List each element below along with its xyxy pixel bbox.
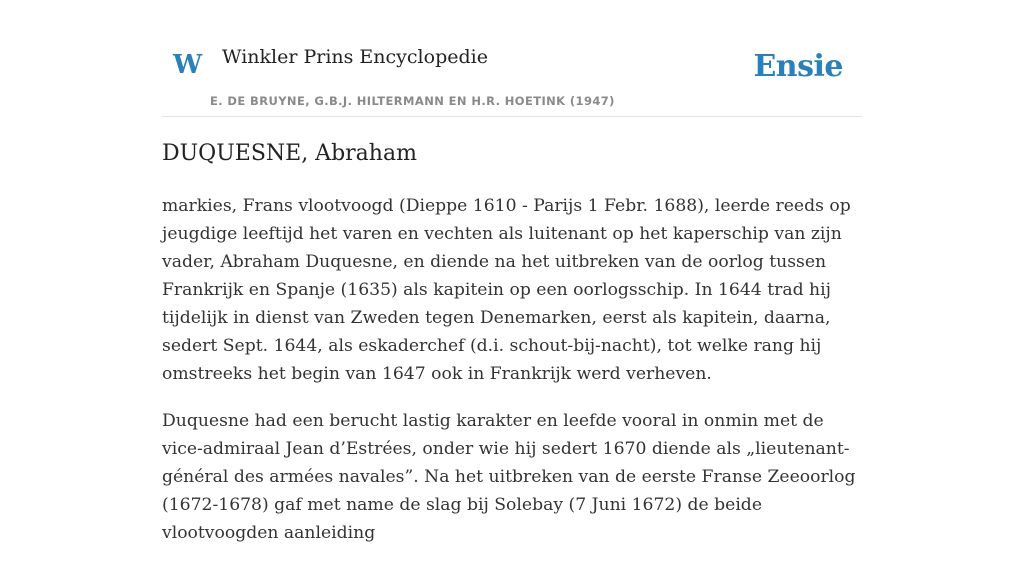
- entry-paragraph: markies, Frans vlootvoogd (Dieppe 1610 - Parijs 1 Febr. 1688), leerde reeds op jeugdige leeftijd het varen en vechten als luitenant op het kaperschip van zijn vader, Abraham Duquesne, en diende na het uitbreken van de oorlog tussen Frankrijk en Spanje (1635) als kapitein op een oorlogsschip. In 1644 trad hij tijdelijk in dienst van Zweden tegen Denemarken, eerst als kapitein, daarna, sedert Sept. 1644, als eskaderchef (d.i. schout-bij-nacht), tot welke rang hij omstreeks het begin van 1647 ook in Frankrijk werd verheven.: [162, 196, 851, 384]
- entry-title: DUQUESNE, Abraham: [162, 141, 417, 166]
- site-header: [162, 0, 862, 117]
- book-authors: E. DE BRUYNE, G.B.J. HILTERMANN EN H.R. HOETINK (1947): [210, 94, 615, 108]
- winkler-prins-logo[interactable]: W: [173, 50, 203, 80]
- entry-paragraph: Duquesne had een berucht lastig karakter en leefde vooral in onmin met de vice-admiraal Jean d’Estrées, onder wie hij sedert 1670 diende als „lieutenant-général des armées navales”. Na het uitbreken van de eerste Franse Zeeoorlog (1672-1678) gaf met name de slag bij Solebay (7 Juni 1672) de beide vlootvoogden aanleiding: [162, 411, 856, 543]
- entry-content: [162, 192, 862, 566]
- book-title: Winkler Prins Encyclopedie: [222, 46, 488, 68]
- ensie-logo[interactable]: Ensie: [753, 49, 843, 84]
